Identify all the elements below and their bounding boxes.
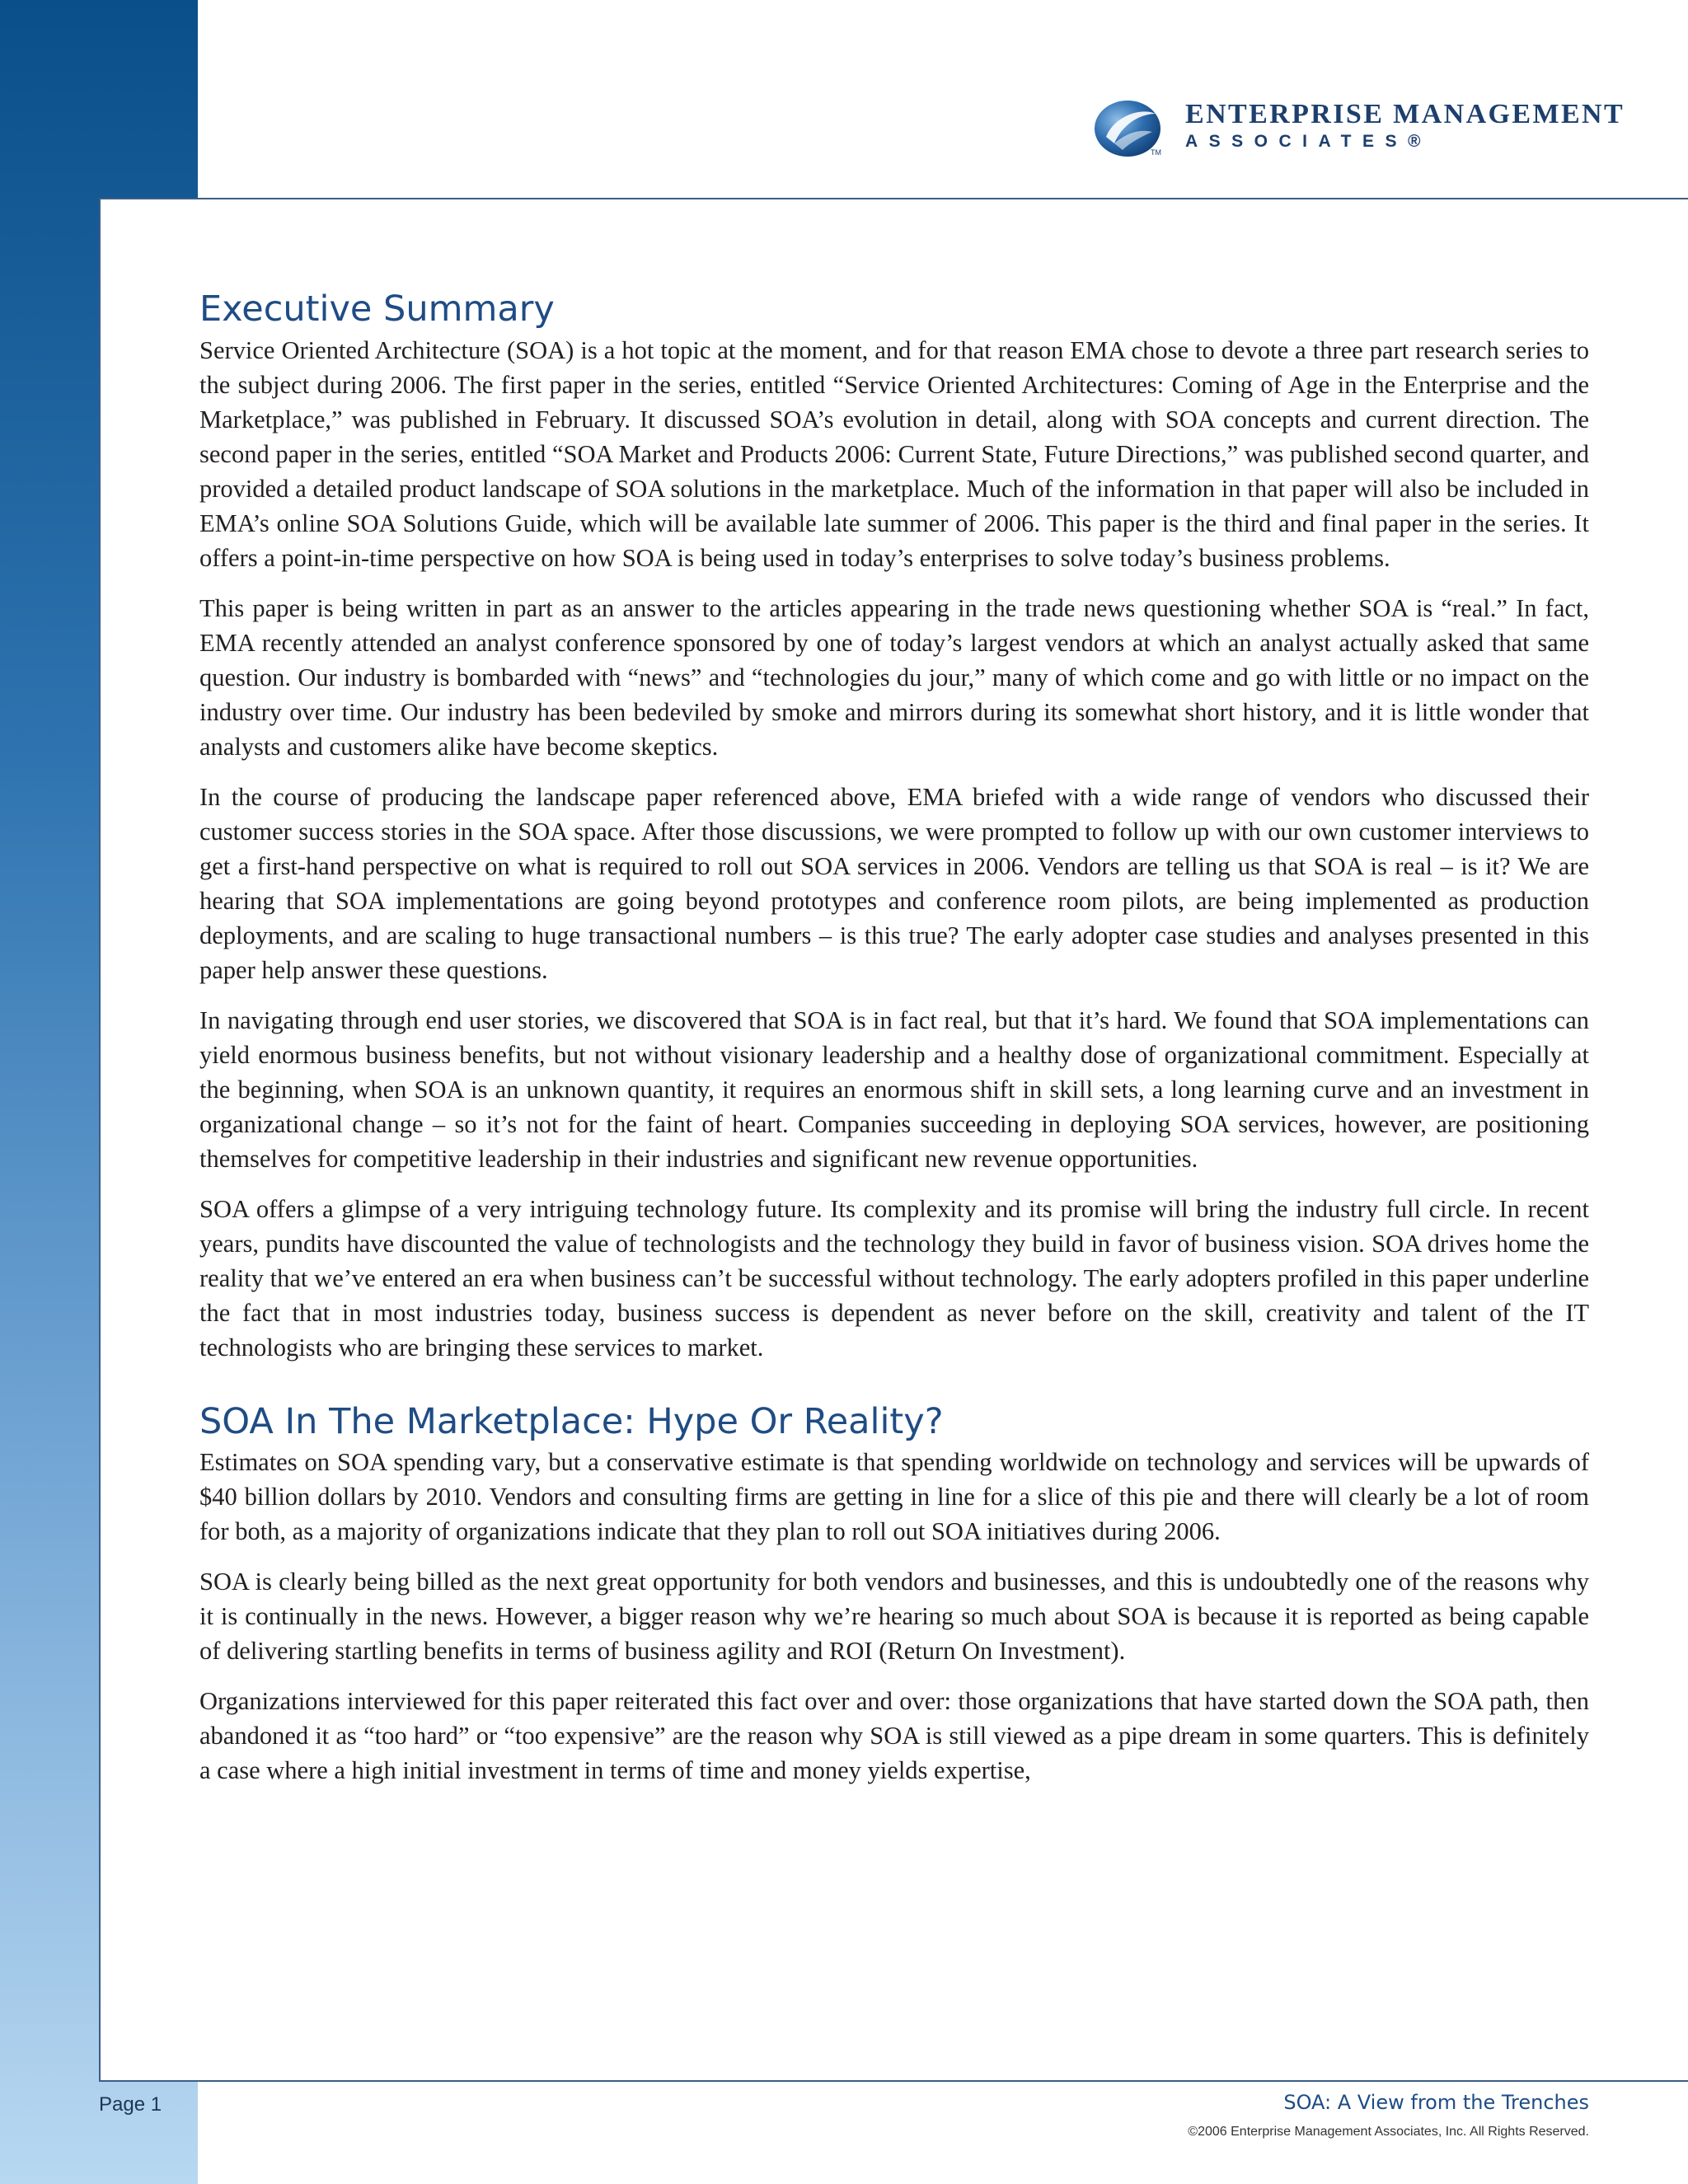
document-body <box>199 288 1589 1803</box>
footer-document-title: SOA: A View from the Trenches <box>1283 2091 1589 2114</box>
section-executive-summary <box>199 288 1589 1365</box>
logo-company-name: ENTERPRISE MANAGEMENT <box>1185 99 1625 129</box>
paragraph: SOA offers a glimpse of a very intriguing technology future. Its complexity and its promise will bring the industry full circle. In recent years, pundits have discounted the value of technologists and the technology they build in favor of business vision. SOA drives home the reality that we’ve entered an era when business can’t be successful without technology. The early adopters profiled in this paper underline the fact that in most industries today, business success is dependent as never before on the skill, creativity and talent of the IT technologists who are bringing these services to market. <box>199 1194 1589 1361</box>
paragraph: SOA is clearly being billed as the next great opportunity for both vendors and businesses, and this is undoubtedly one of the reasons why it is continually in the news. However, a bigger reason why we’re hearing so much about SOA is because it is reported as being capable of delivering startling benefits in terms of business agility and ROI (Return On Investment). <box>199 1568 1589 1666</box>
paragraph: Service Oriented Architecture (SOA) is a hot topic at the moment, and for that reason EMA chose to devote a three part research series to the subject during 2006. The first paper in the series, entitled “Service Oriented Architectures: Coming of Age in the Enterprise and the Marketplace,” was published in February. It discussed SOA’s evolution in detail, along with SOA concepts and current direction. The second paper in the series, entitled “SOA Market and Products 2006: Current State, Future Directions,” was published second quarter, and provided a detailed product landscape of SOA solutions in the marketplace. Much of the information in that paper will also be included in EMA’s online SOA Solutions Guide, which will be available late summer of 2006. This paper is the third and final paper in the series. It offers a point-in-time perspective on how SOA is being used in today’s enterprises to solve today’s business problems. <box>199 335 1589 572</box>
paragraph: Organizations interviewed for this paper reiterated this fact over and over: those organizations that have started down the SOA path, then abandoned it as “too hard” or “too expensive” are the reason why SOA is still viewed as a pipe dream in some quarters. This is definitely a case where a high initial investment in terms of time and money yields expertise, <box>199 1687 1589 1785</box>
paragraph: In navigating through end user stories, we discovered that SOA is in fact real, but that it’s hard. We found that SOA implementations can yield enormous business benefits, but not without visionary leadership and a healthy dose of organizational commitment. Especially at the beginning, when SOA is an unknown quantity, it requires an enormous shift in skill sets, a long learning curve and an investment in organizational change – so it’s not for the faint of heart. Companies succeeding in deploying SOA services, however, are positioning themselves for competitive leadership in their industries and significant new revenue opportunities. <box>199 1005 1589 1173</box>
logo-company-subname: ASSOCIATES® <box>1185 132 1432 151</box>
paragraph: In the course of producing the landscape paper referenced above, EMA briefed with a wide range of vendors who discussed their customer success stories in the SOA space. After those discussions, we were prompted to follow up with our own customer interviews to get a first-hand perspective on what is required to roll out SOA services in 2006. Vendors are telling us that SOA is real – is it? We are hearing that SOA implementations are going beyond prototypes and conference room pilots, are being implemented as production deployments, and are scaling to huge transactional numbers – is this true? The early adopter case studies and analyses presented in this paper help answer these questions. <box>199 782 1589 984</box>
paragraph: Estimates on SOA spending vary, but a conservative estimate is that spending worldwide on technology and services will be upwards of $40 billion dollars by 2010. Vendors and consulting firms are getting in line for a slice of this pie and there will clearly be a lot of room for both, as a majority of organizations indicate that they plan to roll out SOA initiatives during 2006. <box>199 1448 1589 1546</box>
section-heading: Executive Summary <box>199 288 555 330</box>
logo-trademark: TM <box>1151 148 1161 157</box>
section-heading: SOA In The Marketplace: Hype Or Reality? <box>199 1400 944 1442</box>
page-number: Page 1 <box>99 2093 162 2116</box>
section-soa-marketplace <box>199 1401 1589 1788</box>
ema-logo <box>1090 96 1625 162</box>
footer-copyright: ©2006 Enterprise Management Associates, Inc. All Rights Reserved. <box>1188 2125 1589 2139</box>
paragraph: This paper is being written in part as an answer to the articles appearing in the trade news questioning whether SOA is “real.” In fact, EMA recently attended an analyst conference sponsored by one of today’s largest vendors at which an analyst actually asked that same question. Our industry is bombarded with “news” and “technologies du jour,” many of which come and go with little or no impact on the industry over time. Our industry has been bedeviled by smoke and mirrors during its somewhat short history, and it is little wonder that analysts and customers alike have become skeptics. <box>199 593 1589 761</box>
